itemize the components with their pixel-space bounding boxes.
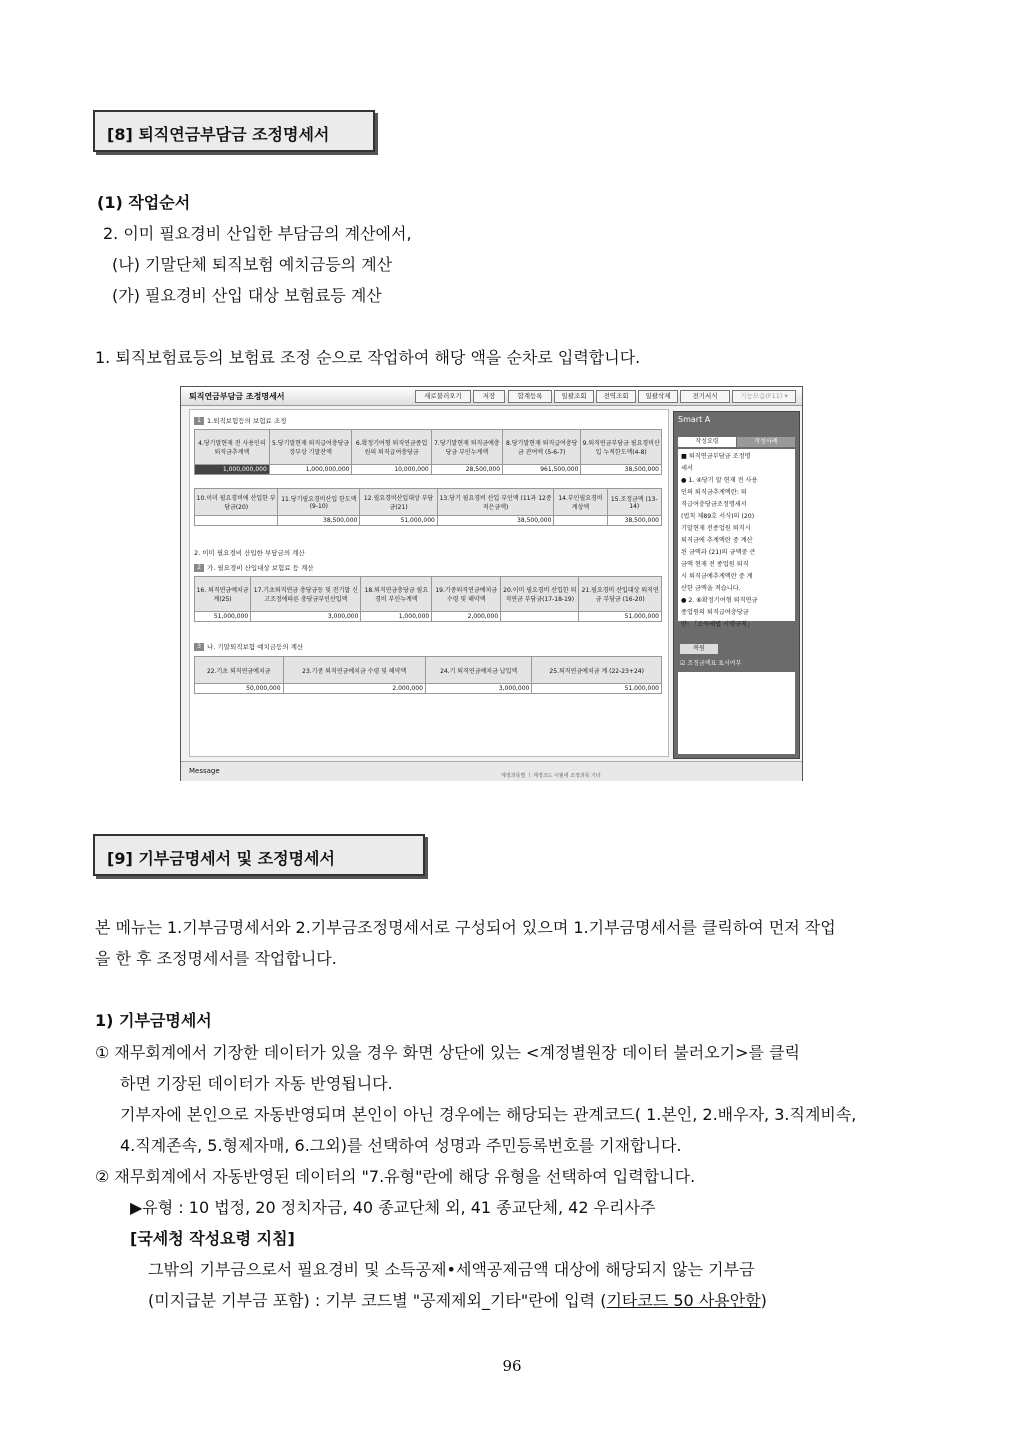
t3-cell[interactable]: 1,000,000: [361, 612, 432, 622]
tab-example[interactable]: 작성사례: [737, 437, 795, 447]
t3-header: 19.기중퇴직연금예치금 수령 및 해약액: [432, 577, 501, 612]
t2-header: 14.부인필요경비 계상액: [554, 489, 607, 516]
order-item-1: 2. 이미 필요경비 산입한 부담금의 계산에서,: [103, 224, 412, 243]
checkbox-label: 조정금액표 표시여부: [687, 660, 742, 667]
section-8-title: [8] 퇴직연금부담금 조정명세서: [107, 125, 330, 144]
status-text: 계정과목별 ㅣ 계정코드 이월에 조정과목 기타: [501, 773, 601, 779]
t1-header: 7.당기말현재 퇴직금예충당금 부인누계액: [431, 430, 502, 465]
window-title: 퇴직연금부담금 조정명세서: [189, 392, 285, 401]
step-1-text: 1. 퇴직보험료등의 보험료 조정 순으로 작업하여 해당 액을 순차로 입력합니다.: [95, 348, 641, 367]
t2-header: 15.조정금액 (13-14): [607, 489, 661, 516]
page-number: 96: [502, 1357, 522, 1375]
smart-a-title: Smart A: [678, 415, 711, 424]
toolbar-save-button[interactable]: 저장: [473, 390, 505, 403]
t2-cell[interactable]: 38,500,000: [437, 516, 554, 526]
guide-line: 란: 「소득세법 시행규칙」: [681, 621, 754, 628]
t1-cell[interactable]: 10,000,000: [352, 465, 431, 475]
t3-header: 21.필요경비 산입대상 퇴직연금 부담금 (16-20): [579, 577, 662, 612]
guide-line: 시 퇴직금예추계액란 중 계: [681, 573, 753, 580]
guide-line: 된 금액과 (21)의 금액중 큰: [681, 549, 756, 556]
guide-heading: [국세청 작성요령 지침]: [130, 1229, 295, 1248]
t4-cell[interactable]: 50,000,000: [195, 684, 284, 694]
smart-tabs: [678, 437, 795, 447]
order-item-2: (나) 기말단체 퇴직보험 예치금등의 계산: [112, 255, 393, 274]
t1-header: 8.당기말현재 퇴직급여충당금 잔여액 (5-6-7): [503, 430, 581, 465]
guide-line: (법칙 제89호 서식)의 (20): [681, 513, 755, 520]
section-8-heading-box: [93, 110, 375, 152]
p1-line-b: 하면 기장된 데이터가 자동 반영됩니다.: [120, 1074, 393, 1093]
table-3: [194, 576, 662, 622]
guide-line: 종업원의 퇴직급여충당금: [681, 609, 749, 616]
intro-line-2: 을 한 후 조정명세서를 작업합니다.: [95, 949, 337, 968]
t2-cell[interactable]: 38,500,000: [607, 516, 661, 526]
t2-cell[interactable]: [554, 516, 607, 526]
sec1-label: 1 1.퇴직보험등의 보험료 조정: [194, 416, 286, 425]
t3-header: 20.이미 필요경비 산입한 퇴직연금 부담금(17-18-19): [501, 577, 579, 612]
message-label[interactable]: Message: [189, 767, 220, 775]
toolbar-reload-button[interactable]: 새로불러오기: [415, 390, 471, 403]
section-9-title: [9] 기부금명세서 및 조정명세서: [107, 849, 335, 868]
t3-cell[interactable]: 3,000,000: [251, 612, 361, 622]
guide-line: 기말현재 전종업원 퇴직시: [681, 525, 751, 532]
t1-header: 5.당기말현재 퇴직급여충당금 장부상 기말잔액: [269, 430, 352, 465]
toolbar-sum-button[interactable]: 합계등록: [508, 390, 552, 403]
order-heading: (1) 작업순서: [97, 193, 191, 212]
t3-cell[interactable]: 51,000,000: [579, 612, 662, 622]
guide-line: ■ 퇴직연금부담금 조정명: [681, 453, 751, 460]
guide-underlined: 기타코드 50 사용안함: [606, 1291, 761, 1310]
t3-header: 16. 퇴직연금예치금 계(25): [195, 577, 251, 612]
p1-line-c: 기부자에 본인으로 자동반영되며 본인이 아닌 경우에는 해당되는 관계코드( 1.본인, 2.배우자, 3.직계비속,: [120, 1105, 857, 1124]
t1-cell[interactable]: 28,500,000: [431, 465, 502, 475]
t1-header: 4.당기말현재 전 사용인의 퇴직금추계액: [195, 430, 270, 465]
sec2b-label: 3 나. 기말퇴직보험 예치금등의 계산: [194, 642, 303, 651]
t4-cell[interactable]: 2,000,000: [283, 684, 425, 694]
toolbar-functions-dropdown[interactable]: 기능모음(F11) ▾: [732, 390, 796, 403]
smart-blank-area: [678, 672, 795, 754]
t1-cell[interactable]: 1,000,000,000: [195, 465, 270, 475]
t3-cell[interactable]: 51,000,000: [195, 612, 251, 622]
order-item-3: (가) 필요경비 산입 대상 보험료등 계산: [112, 286, 382, 305]
t1-cell[interactable]: 38,500,000: [581, 465, 662, 475]
form-pane: [189, 409, 669, 757]
toolbar-batch-delete-button[interactable]: 일괄삭제: [638, 390, 678, 403]
restore-button[interactable]: 복원: [680, 644, 718, 654]
sub-heading: 1) 기부금명세서: [95, 1011, 212, 1030]
intro-line-1: 본 메뉴는 1.기부금명세서와 2.기부금조정명세서로 구성되어 있으며 1.기부금명세서를 클릭하여 먼저 작업: [95, 918, 836, 937]
sec2-label: 2. 이미 필요경비 산입한 부담금의 계산: [194, 549, 305, 557]
toolbar-batch-query-button[interactable]: 일괄조회: [554, 390, 594, 403]
t1-cell[interactable]: 961,500,000: [503, 465, 581, 475]
t4-header: 23.기중 퇴직연금예치금 수령 및 해약액: [283, 657, 425, 684]
guide-line: 금액 현재 전 종업원 퇴직: [681, 561, 749, 568]
t2-header: 12.필요경비산입대상 부담금(21): [360, 489, 438, 516]
guide-line: 인의 퇴직금추계액란: 퇴: [681, 489, 747, 496]
t2-cell[interactable]: 51,000,000: [360, 516, 438, 526]
guide-line: 직급여충당금조정명세서: [681, 501, 747, 508]
smart-a-panel: [673, 411, 800, 759]
guide-line: ● 1. ④당기 말 현재 전 사용: [681, 477, 758, 484]
t3-cell[interactable]: [501, 612, 579, 622]
guide-line-1: 그밖의 기부금으로서 필요경비 및 소득공제•세액공제금액 대상에 해당되지 않는 기부금: [148, 1260, 755, 1279]
message-bar: [181, 761, 802, 781]
t3-header: 17.기초퇴직연금 충당금등 및 전기말 신고조정에따른 충당금부인산입액: [251, 577, 361, 612]
p1-line-a: ① 재무회계에서 기장한 데이터가 있을 경우 화면 상단에 있는 <계정별원장 데이터 불러오기>를 클릭: [95, 1043, 800, 1062]
sec2a-label: 2 가. 필요경비 산입대상 보험료 등 계산: [194, 563, 314, 572]
p1-line-d: 4.직계존속, 5.형제자매, 6.그외)를 선택하여 성명과 주민등록번호를 기재합니다.: [120, 1136, 682, 1155]
table-1: [194, 429, 662, 475]
t4-cell[interactable]: 51,000,000: [532, 684, 662, 694]
t2-cell[interactable]: [195, 516, 278, 526]
guide-line: 세서: [681, 465, 693, 472]
t2-header: 11.당기필요경비산입 한도액(9-10): [278, 489, 360, 516]
tab-guide[interactable]: 작성요령: [678, 437, 736, 447]
t2-cell[interactable]: 38,500,000: [278, 516, 360, 526]
toolbar-global-query-button[interactable]: 전역조회: [596, 390, 636, 403]
show-adjust-checkbox[interactable]: ☑ 조정금액표 표시여부: [680, 660, 742, 667]
guide-line-2: (미지급분 기부금 포함) : 기부 코드별 "공제제외_기타"란에 입력 (기타코드 50 사용안함): [148, 1291, 767, 1310]
guide-line: 산한 금액을 적습니다.: [681, 585, 741, 592]
t4-cell[interactable]: 3,000,000: [425, 684, 531, 694]
t3-header: 18.퇴직연금충당금 필요경비 부인누계액: [361, 577, 432, 612]
t1-header: 9.퇴직연금부담금 필요경비산입 누적한도액(4-8): [581, 430, 662, 465]
section-9-heading-box: [93, 834, 425, 876]
t4-header: 22.기초 퇴직연금예치금: [195, 657, 284, 684]
t1-cell[interactable]: 1,000,000,000: [269, 465, 352, 475]
t3-cell[interactable]: 2,000,000: [432, 612, 501, 622]
smart-guide-box: [678, 449, 795, 628]
embedded-screenshot: [180, 386, 803, 781]
t2-header: 10.이미 필요경비에 산입한 부담금(20): [195, 489, 278, 516]
p2-line: ② 재무회계에서 자동반영된 데이터의 "7.유형"란에 해당 유형을 선택하여 입력합니다.: [95, 1167, 696, 1186]
t2-header: 13.당기 필요경비 산입 부인액 (11과 12중 적은금액): [437, 489, 554, 516]
table-4: [194, 656, 662, 694]
types-line: ▶유형 : 10 법정, 20 정치자금, 40 종교단체 외, 41 종교단체, 42 우리사주: [130, 1198, 656, 1217]
table-2: [194, 488, 662, 526]
guide-line: 퇴직금에 추계액란 중 계산: [681, 537, 753, 544]
toolbar-prev-form-button[interactable]: 전기서식: [680, 390, 730, 403]
guide-line: ● 2. ⑥확정기여형 퇴직연금: [681, 597, 758, 604]
window-titlebar: [181, 387, 802, 406]
t4-header: 25.퇴직연금예치금 계 (22-23+24): [532, 657, 662, 684]
t4-header: 24.기 퇴직연금예치금 납입액: [425, 657, 531, 684]
t1-header: 6.확정기여형 퇴직연금종업원의 퇴직급여충당금: [352, 430, 431, 465]
